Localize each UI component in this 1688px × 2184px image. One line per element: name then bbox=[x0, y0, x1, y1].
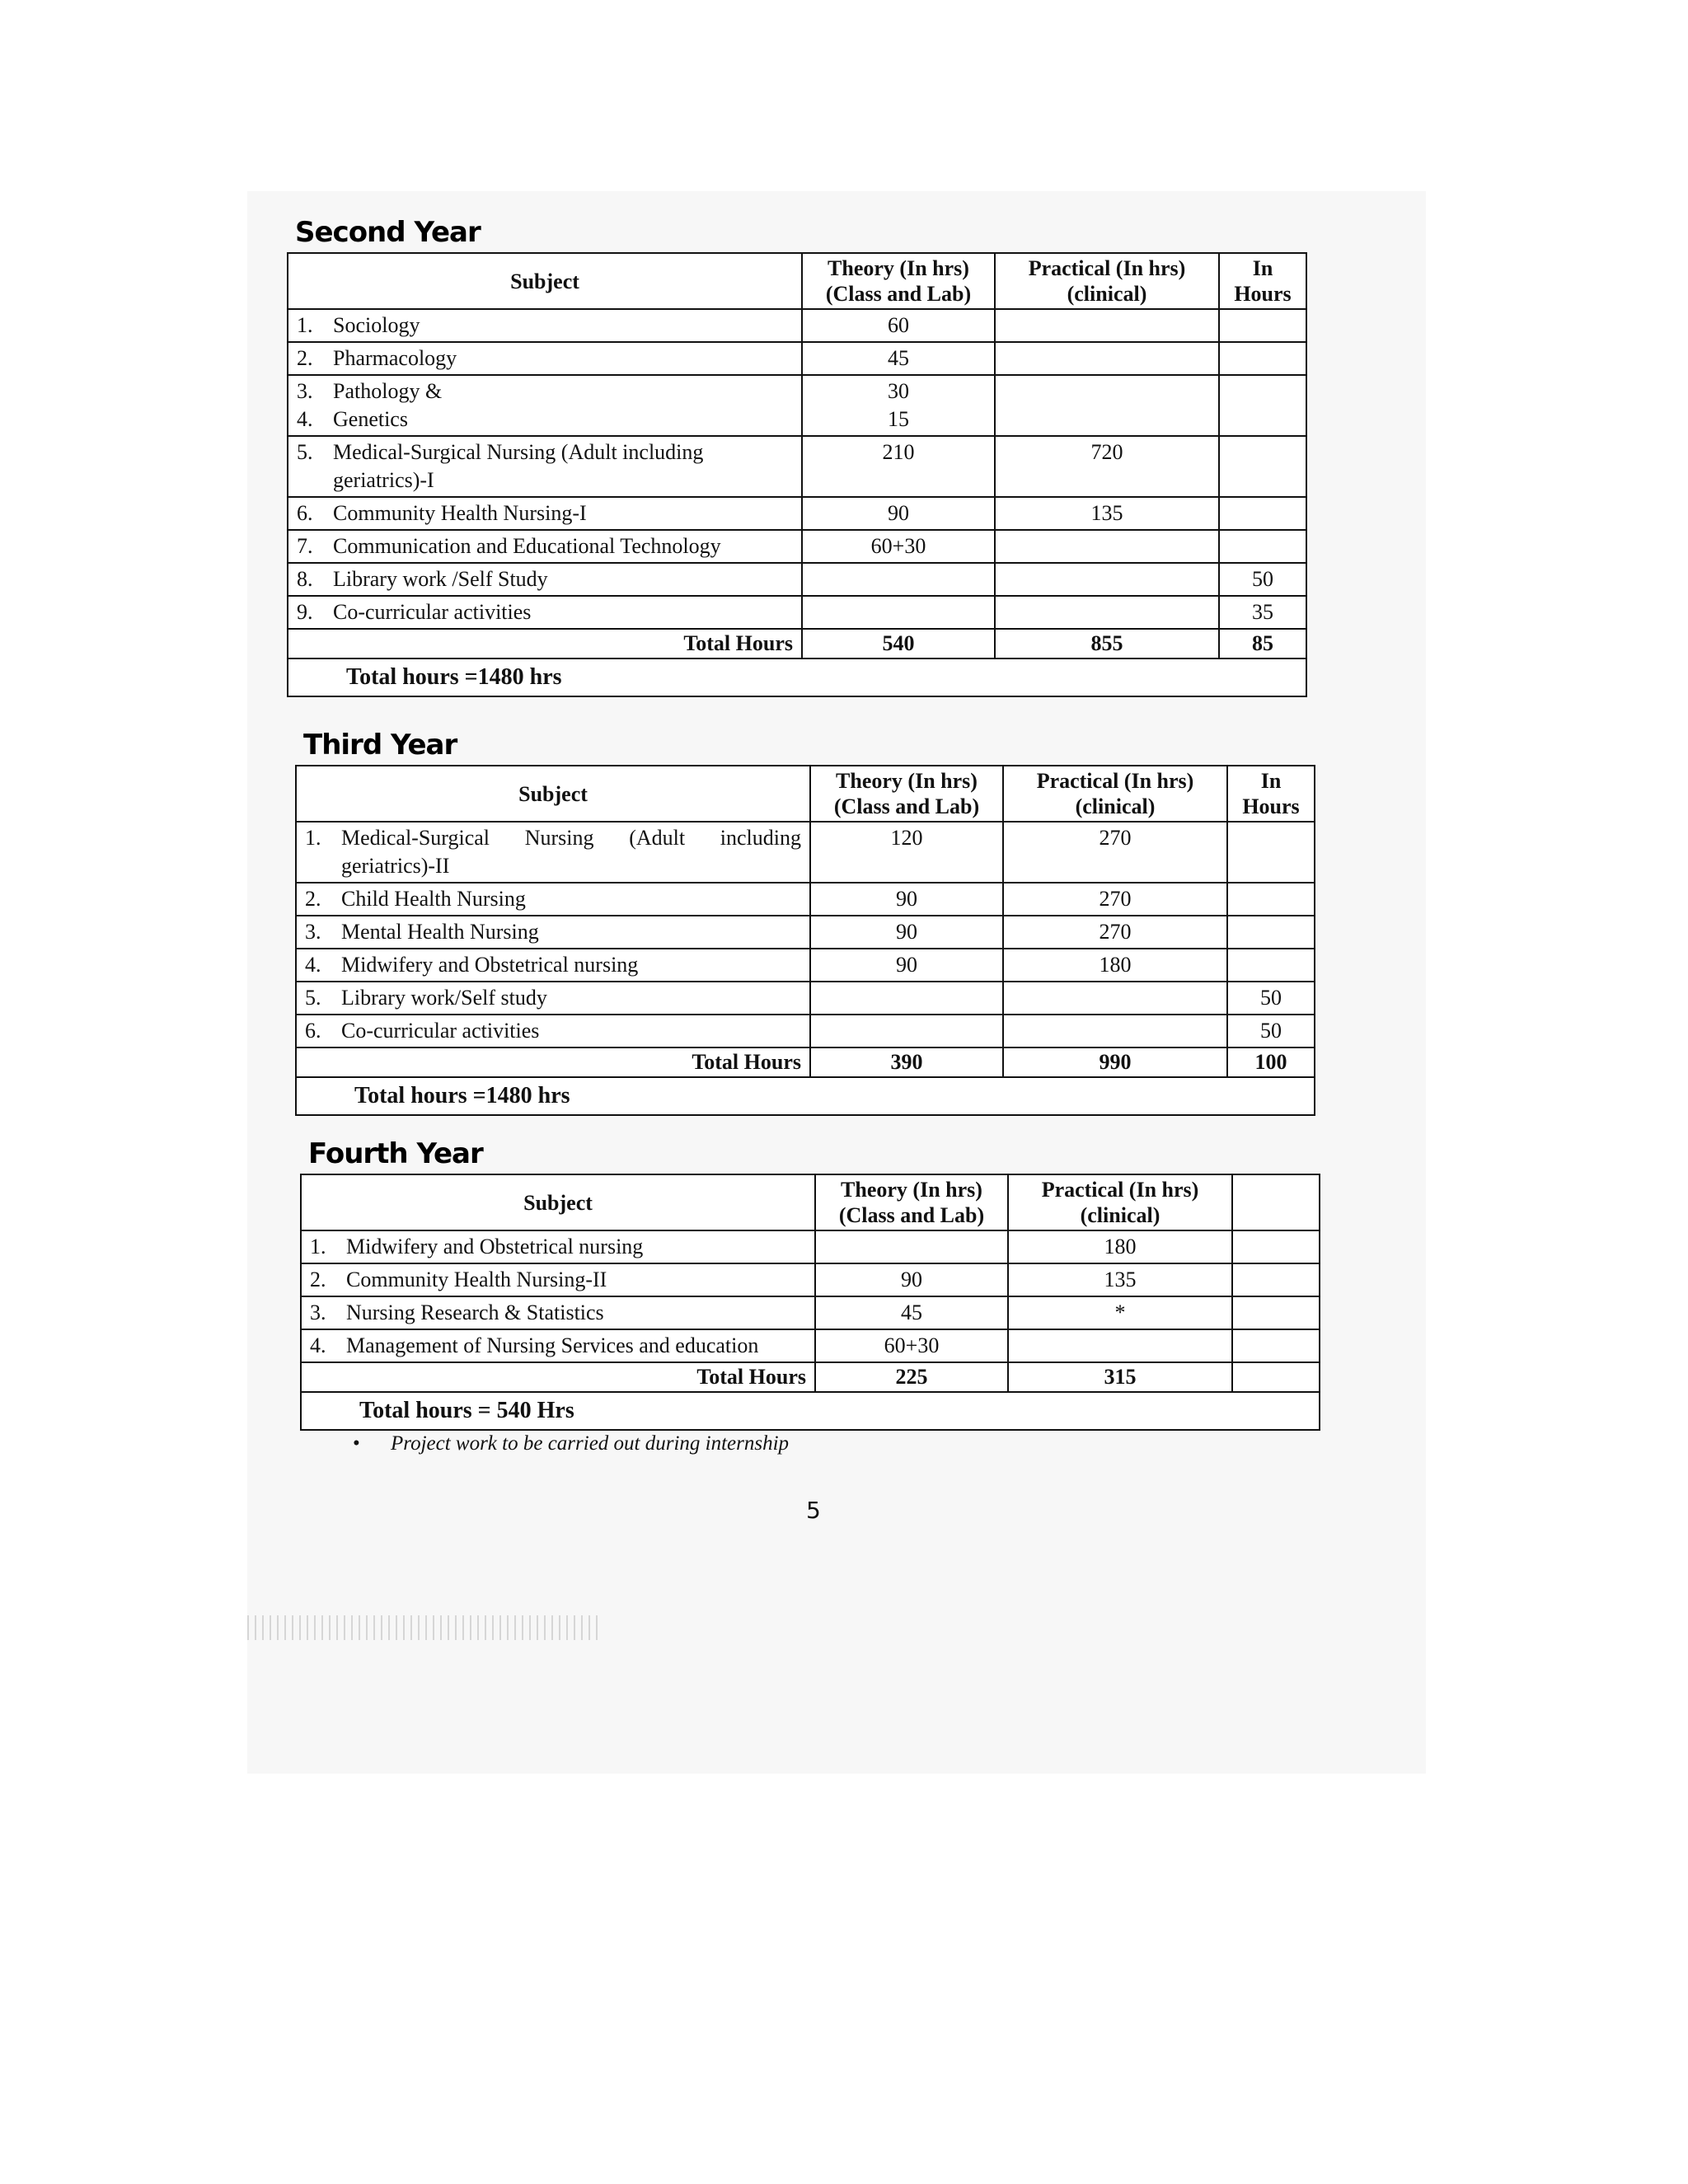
grand-total-row bbox=[288, 658, 1306, 696]
subject-header: Subject bbox=[288, 253, 802, 309]
practical-header: Practical (In hrs) (clinical) bbox=[995, 253, 1219, 309]
footnote-text: Project work to be carried out during internship bbox=[391, 1432, 790, 1455]
grand-total-row bbox=[301, 1392, 1320, 1430]
table-row: 9. Co-curricular activities 35 bbox=[288, 596, 1306, 629]
scan-noise bbox=[247, 1615, 602, 1640]
grand-total: Total hours = 540 Hrs bbox=[301, 1392, 1320, 1430]
theory-header: Theory (In hrs) (Class and Lab) bbox=[815, 1174, 1008, 1230]
table-row: 2. Pharmacology 45 bbox=[288, 342, 1306, 375]
in-hours-header: In Hours bbox=[1227, 766, 1315, 822]
grand-total: Total hours =1480 hrs bbox=[296, 1077, 1315, 1115]
table-row: 4. Management of Nursing Services and education 60+30 bbox=[301, 1329, 1320, 1362]
table-row: 1. Midwifery and Obstetrical nursing 180 bbox=[301, 1230, 1320, 1263]
total-practical: 990 bbox=[1003, 1047, 1227, 1077]
total-theory: 390 bbox=[810, 1047, 1003, 1077]
practical-header: Practical (In hrs) (clinical) bbox=[1003, 766, 1227, 822]
table-row: 5. Library work/Self study 50 bbox=[296, 982, 1315, 1015]
table-row: 5. Medical-Surgical Nursing (Adult including geriatrics)-I 210 720 bbox=[288, 436, 1306, 497]
table-row: 2. Community Health Nursing-II 90 135 bbox=[301, 1263, 1320, 1296]
total-practical: 855 bbox=[995, 629, 1219, 658]
subject-header: Subject bbox=[301, 1174, 815, 1230]
empty-header bbox=[1232, 1174, 1320, 1230]
grand-total-row bbox=[296, 1077, 1315, 1115]
table-row: 3. Pathology & 4. Genetics 30 15 bbox=[288, 375, 1306, 436]
table-row: 1. Sociology 60 bbox=[288, 309, 1306, 342]
fourth-year-title: Fourth Year bbox=[308, 1137, 483, 1170]
grand-total: Total hours =1480 hrs bbox=[288, 658, 1306, 696]
table-row: 3. Mental Health Nursing 90 270 bbox=[296, 916, 1315, 949]
third-year-title: Third Year bbox=[303, 729, 457, 762]
table-header-row bbox=[301, 1174, 1320, 1230]
table-row: 6. Co-curricular activities 50 bbox=[296, 1015, 1315, 1047]
second-year-title: Second Year bbox=[295, 216, 481, 249]
table-row: 6. Community Health Nursing-I 90 135 bbox=[288, 497, 1306, 530]
third-year-table bbox=[295, 765, 1315, 1116]
table-row: 3. Nursing Research & Statistics 45 * bbox=[301, 1296, 1320, 1329]
table-row: 2. Child Health Nursing 90 270 bbox=[296, 883, 1315, 916]
total-row bbox=[301, 1362, 1320, 1392]
table-row: 8. Library work /Self Study 50 bbox=[288, 563, 1306, 596]
total-row bbox=[296, 1047, 1315, 1077]
total-hours-label: Total Hours bbox=[296, 1047, 810, 1077]
total-in-hours: 85 bbox=[1219, 629, 1306, 658]
theory-header: Theory (In hrs) (Class and Lab) bbox=[810, 766, 1003, 822]
table-row: 7. Communication and Educational Technology 60+30 bbox=[288, 530, 1306, 563]
total-in-hours: 100 bbox=[1227, 1047, 1315, 1077]
total-hours-label: Total Hours bbox=[301, 1362, 815, 1392]
table-row: 1. Medical-Surgical Nursing (Adult including geriatrics)-II 120 270 bbox=[296, 822, 1315, 883]
theory-header: Theory (In hrs) (Class and Lab) bbox=[802, 253, 995, 309]
table-header-row bbox=[296, 766, 1315, 822]
total-theory: 540 bbox=[802, 629, 995, 658]
fourth-year-table bbox=[300, 1174, 1320, 1431]
second-year-table bbox=[287, 252, 1307, 697]
total-hours-label: Total Hours bbox=[288, 629, 802, 658]
subject-header: Subject bbox=[296, 766, 810, 822]
table-header-row bbox=[288, 253, 1306, 309]
page-number: 5 bbox=[806, 1497, 821, 1524]
practical-header: Practical (In hrs) (clinical) bbox=[1008, 1174, 1232, 1230]
total-practical: 315 bbox=[1008, 1362, 1232, 1392]
total-theory: 225 bbox=[815, 1362, 1008, 1392]
bullet-icon: • bbox=[353, 1432, 360, 1455]
total-row bbox=[288, 629, 1306, 658]
table-row: 4. Midwifery and Obstetrical nursing 90 180 bbox=[296, 949, 1315, 982]
footnote bbox=[353, 1432, 789, 1455]
in-hours-header: In Hours bbox=[1219, 253, 1306, 309]
